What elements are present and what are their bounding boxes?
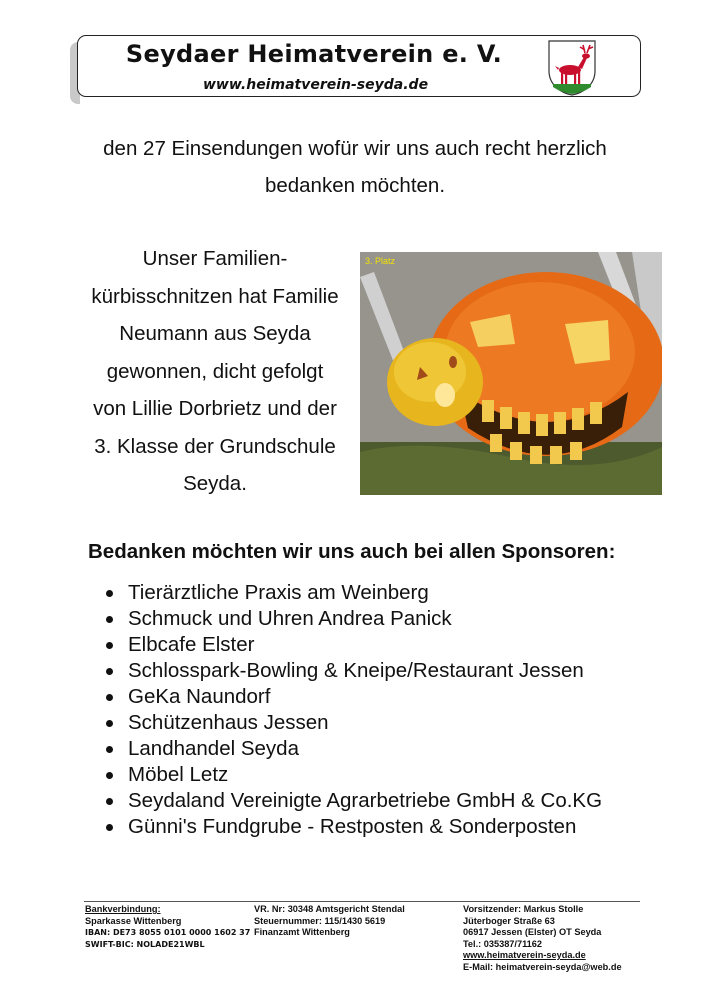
bullet-icon [106, 616, 113, 623]
list-item: GeKa Naundorf [103, 684, 602, 710]
intro-line-2: bedanken möchten. [264, 174, 446, 197]
list-item: Schützenhaus Jessen [103, 710, 602, 736]
footer-divider [84, 901, 640, 902]
phone: Tel.: 035387/71162 [463, 938, 543, 949]
footer-register-details [254, 904, 405, 939]
bullet-icon [106, 824, 113, 831]
list-item: Möbel Letz [103, 762, 602, 788]
winner-line: kürbisschnitzen hat Familie [91, 284, 339, 308]
photo-caption: 3. Platz [365, 256, 396, 266]
bullet-icon [106, 798, 113, 805]
list-item: Elbcafe Elster [103, 632, 602, 658]
bullet-icon [106, 668, 113, 675]
bank-name: Sparkasse Wittenberg [85, 915, 182, 926]
list-item: Seydaland Vereinigte Agrarbetriebe GmbH & Co.KG [103, 788, 602, 814]
winner-line: Unser Familien- [142, 247, 288, 270]
chairman: Vorsitzender: Markus Stolle [463, 904, 584, 914]
footer-bank-details [85, 904, 250, 950]
sponsors-heading: Bedanken möchten wir uns auch bei allen Sponsoren: [88, 540, 616, 563]
bank-label: Bankverbindung: [85, 904, 161, 914]
list-item: Schlosspark-Bowling & Kneipe/Restaurant Jessen [103, 658, 602, 684]
bic: SWIFT-BIC: NOLADE21WBL [85, 939, 205, 949]
list-item: Tierärztliche Praxis am Weinberg [103, 580, 602, 606]
list-item: Schmuck und Uhren Andrea Panick [103, 606, 602, 632]
sponsor-list [103, 580, 602, 840]
bullet-icon [106, 720, 113, 727]
list-item: Günni's Fundgrube - Restposten & Sonderposten [103, 814, 602, 840]
winner-paragraph [70, 240, 360, 503]
list-item: Landhandel Seyda [103, 736, 602, 762]
bullet-icon [106, 642, 113, 649]
street: Jüterboger Straße 63 [463, 915, 555, 926]
tax-office: Finanzamt Wittenberg [254, 927, 350, 937]
iban: IBAN: DE73 8055 0101 0000 1602 37 [85, 928, 251, 937]
winner-line: von Lillie Dorbrietz und der [93, 397, 337, 420]
bullet-icon [106, 746, 113, 753]
intro-paragraph [60, 130, 650, 204]
pumpkin-photo [360, 252, 662, 495]
footer-contact-details [463, 904, 622, 973]
city: 06917 Jessen (Elster) OT Seyda [463, 927, 602, 937]
footer-website-link[interactable]: www.heimatverein-seyda.de [463, 950, 586, 960]
intro-line-1: den 27 Einsendungen wofür wir uns auch recht herzlich [103, 137, 607, 160]
winner-line: 3. Klasse der Grundschule [94, 434, 336, 458]
bullet-icon [106, 772, 113, 779]
bullet-icon [106, 590, 113, 597]
coat-of-arms-icon [543, 37, 601, 97]
register-number: VR. Nr: 30348 Amtsgericht Stendal [254, 904, 405, 914]
email[interactable]: E-Mail: heimatverein-seyda@web.de [463, 961, 622, 972]
winner-line: gewonnen, dicht gefolgt [106, 359, 324, 383]
club-website[interactable]: www.heimatverein-seyda.de [203, 77, 429, 93]
tax-number: Steuernummer: 115/1430 5619 [254, 915, 386, 926]
winner-line: Seyda. [183, 472, 247, 495]
winner-line: Neumann aus Seyda [119, 322, 311, 345]
letterhead [77, 35, 641, 97]
bullet-icon [106, 694, 113, 701]
club-name: Seydaer Heimatverein e. V. [125, 40, 503, 68]
